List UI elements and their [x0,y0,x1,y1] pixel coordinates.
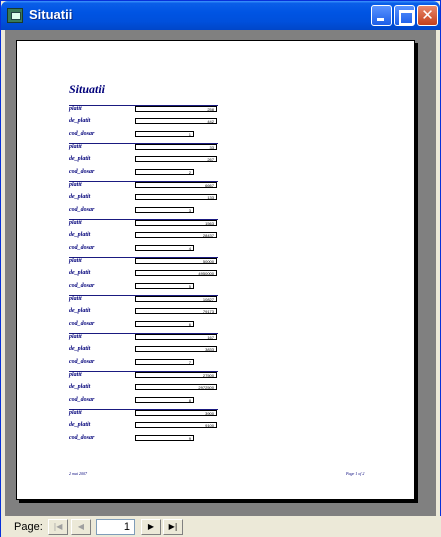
first-page-icon: |◀ [53,522,63,531]
field-value: 3833 [135,346,217,352]
field-label: de_platit [69,232,91,238]
next-page-icon: ▶ [147,522,155,531]
field-label: platit [69,410,82,416]
field-value: 28437 [135,232,217,238]
field-value: 1 [135,131,194,137]
field-cod-dosar [17,321,416,333]
field-label: cod_dosar [69,283,95,289]
field-platit [17,334,416,346]
field-value: 267 [135,156,217,162]
window-title: Situatii [29,7,73,22]
field-de-platit [17,270,416,282]
record-group [17,143,416,181]
close-icon: ✕ [421,6,434,24]
field-value: 2972500 [135,384,217,390]
maximize-icon [395,6,414,25]
field-platit [17,372,416,384]
field-de-platit [17,194,416,206]
field-label: cod_dosar [69,435,95,441]
field-platit [17,106,416,118]
field-value: 9 [135,435,194,441]
record-group [17,181,416,219]
report-date: 2 mai 2007 [69,471,87,476]
field-value: 6667 [135,182,217,188]
field-label: de_platit [69,308,91,314]
field-label: platit [69,296,82,302]
field-cod-dosar [17,283,416,295]
field-value: 10827 [135,296,217,302]
maximize-button[interactable] [394,5,415,26]
field-value: 167 [135,334,217,340]
field-label: platit [69,106,82,112]
field-value: 1563 [135,220,217,226]
field-value: 3 [135,207,194,213]
record-group [17,409,416,447]
field-label: de_platit [69,270,91,276]
field-value: 258 [135,106,217,112]
field-label: platit [69,220,82,226]
field-de-platit [17,232,416,244]
field-label: de_platit [69,384,91,390]
record-group [17,105,416,143]
first-page-button[interactable] [48,519,68,535]
field-value: 5 [135,283,194,289]
record-group [17,257,416,295]
page-label: Page: [14,521,43,533]
field-label: cod_dosar [69,321,95,327]
field-de-platit [17,118,416,130]
field-value: 2 [135,169,194,175]
record-group [17,333,416,371]
field-label: de_platit [69,118,91,124]
field-de-platit [17,346,416,358]
field-label: de_platit [69,194,91,200]
field-cod-dosar [17,207,416,219]
field-cod-dosar [17,359,416,371]
field-value: 3900 [135,410,217,416]
print-preview-area[interactable] [5,30,436,516]
field-label: cod_dosar [69,359,95,365]
field-platit [17,296,416,308]
record-group [17,371,416,409]
field-value: 79173 [135,308,217,314]
field-label: platit [69,372,82,378]
field-value: 50000 [135,258,217,264]
field-value: 33 [135,144,217,150]
field-label: cod_dosar [69,245,95,251]
field-de-platit [17,384,416,396]
minimize-button[interactable] [371,5,392,26]
previous-page-button[interactable] [71,519,91,535]
field-label: de_platit [69,422,91,428]
report-title: Situatii [69,82,106,96]
last-page-button[interactable] [163,519,183,535]
field-value: 27500 [135,372,217,378]
field-cod-dosar [17,435,416,447]
field-platit [17,182,416,194]
field-cod-dosar [17,131,416,143]
field-label: cod_dosar [69,169,95,175]
minimize-icon [372,6,391,25]
next-page-button[interactable] [141,519,161,535]
field-cod-dosar [17,169,416,181]
page-indicator: Page 1 of 2 [346,471,365,476]
record-group [17,295,416,333]
field-value: 8 [135,397,194,403]
page-number-input[interactable]: 1 [96,519,135,535]
field-platit [17,144,416,156]
page-navigation-bar [1,516,441,537]
field-label: cod_dosar [69,397,95,403]
field-de-platit [17,422,416,434]
field-value: 9100 [135,422,217,428]
field-de-platit [17,156,416,168]
field-platit [17,410,416,422]
field-label: cod_dosar [69,131,95,137]
field-value: 7 [135,359,194,365]
field-platit [17,220,416,232]
close-button[interactable] [417,5,438,26]
field-cod-dosar [17,245,416,257]
field-value: 4950000 [135,270,217,276]
field-platit [17,258,416,270]
field-value: 4 [135,245,194,251]
previous-page-icon: ◀ [77,522,85,531]
field-label: de_platit [69,346,91,352]
field-label: platit [69,182,82,188]
field-label: de_platit [69,156,91,162]
field-label: platit [69,334,82,340]
title-bar[interactable] [1,1,440,30]
last-page-icon: ▶| [168,522,178,531]
field-de-platit [17,308,416,320]
field-label: cod_dosar [69,207,95,213]
field-value: 133 [135,194,217,200]
field-cod-dosar [17,397,416,409]
field-label: platit [69,144,82,150]
field-value: 442 [135,118,217,124]
field-value: 6 [135,321,194,327]
report-app-icon [7,8,23,23]
record-group [17,219,416,257]
field-label: platit [69,258,82,264]
report-page [16,40,415,500]
